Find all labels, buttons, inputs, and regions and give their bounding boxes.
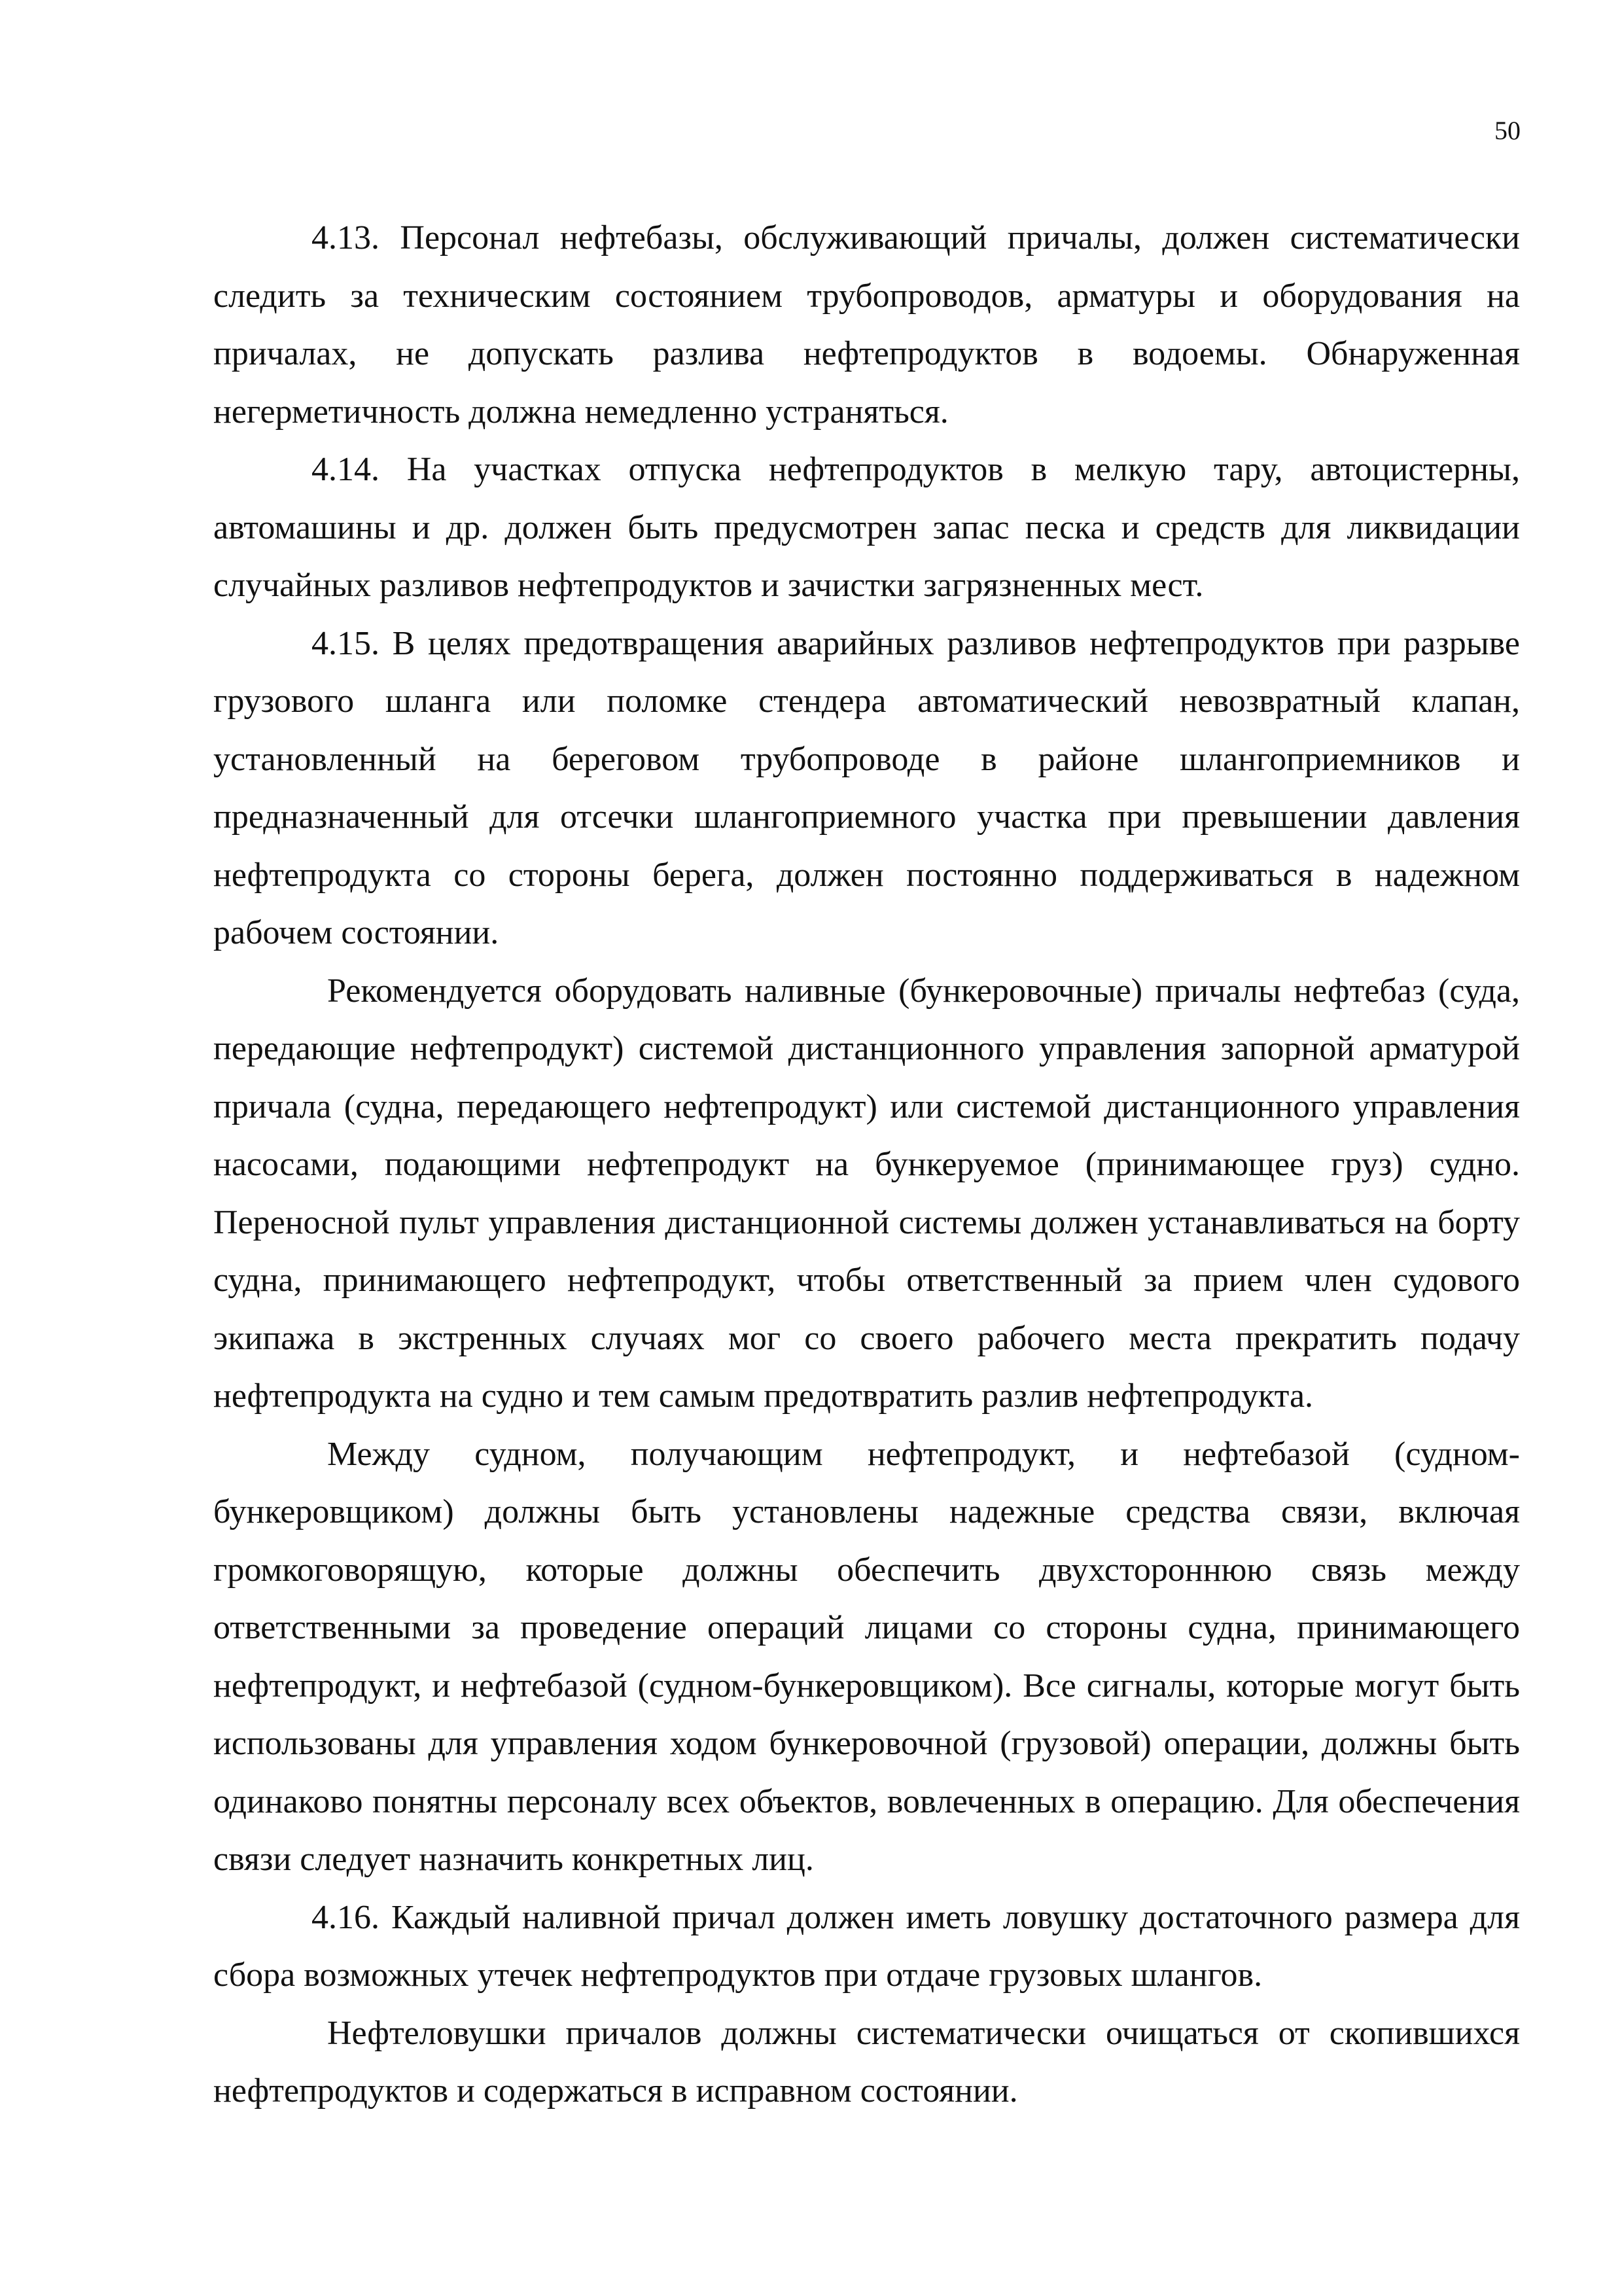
paragraph-4-14: 4.14. На участках отпуска нефтепродуктов в мелкую тару, автоцистерны, автомашины и др. должен быть предусмотрен запас песка и средств для ликвидации случайных разливов нефтепродуктов и зачистки загрязненных мест. (213, 451, 1520, 604)
paragraph-4-16: 4.16. Каждый наливной причал должен иметь ловушку достаточного размера для сбора возможных утечек нефтепродуктов при отдаче грузовых шлангов. (213, 1898, 1520, 1994)
paragraph-4-15: 4.15. В целях предотвращения аварийных разливов нефтепродуктов при разрыве грузового шланга или поломке стендера автоматический невозвратный клапан, установленный на береговом трубопроводе в районе шлангоприемников и предназначенный для отсечки шлангоприемного участка при превышении давления нефтепродукта со стороны берега, должен постоянно поддерживаться в надежном рабочем состоянии. (213, 624, 1520, 951)
paragraph-communication: Между судном, получающим нефтепродукт, и нефтебазой (судном-бункеровщиком) должны быть установлены надежные средства связи, включая громкоговорящую, которые должны обеспечить двухстороннюю связь между ответственными за проведение операций лицами со стороны судна, принимающего нефтепродукт, и нефтебазой (судном-бункеровщиком). Все сигналы, которые могут быть использованы для управления ходом бункеровочной (грузовой) операции, должны быть одинаково понятны персоналу всех объектов, вовлеченных в операцию. Для обеспечения связи следует назначить конкретных лиц. (213, 1435, 1520, 1878)
body-text (213, 209, 1520, 2121)
paragraph-oil-traps: Нефтеловушки причалов должны систематически очищаться от скопившихся нефтепродуктов и содержаться в исправном состоянии. (213, 2014, 1520, 2110)
paragraph-recommendation: Рекомендуется оборудовать наливные (бункеровочные) причалы нефтебаз (суда, передающие нефтепродукт) системой дистанционного управления запорной арматурой причала (судна, передающего нефтепродукт) или системой дистанционного управления насосами, подающими нефтепродукт на бункеруемое (принимающее груз) судно. Переносной пульт управления дистанционной системы должен устанавливаться на борту судна, принимающего нефтепродукт, чтобы ответственный за прием член судового экипажа в экстренных случаях мог со своего рабочего места прекратить подачу нефтепродукта на судно и тем самым предотвратить разлив нефтепродукта. (213, 972, 1520, 1415)
paragraph-4-13: 4.13. Персонал нефтебазы, обслуживающий причалы, должен систематически следить за техническим состоянием трубопроводов, арматуры и оборудования на причалах, не допускать разлива нефтепродуктов в водоемы. Обнаруженная негерметичность должна немедленно устраняться. (213, 219, 1520, 431)
page-number: 50 (1494, 116, 1521, 145)
